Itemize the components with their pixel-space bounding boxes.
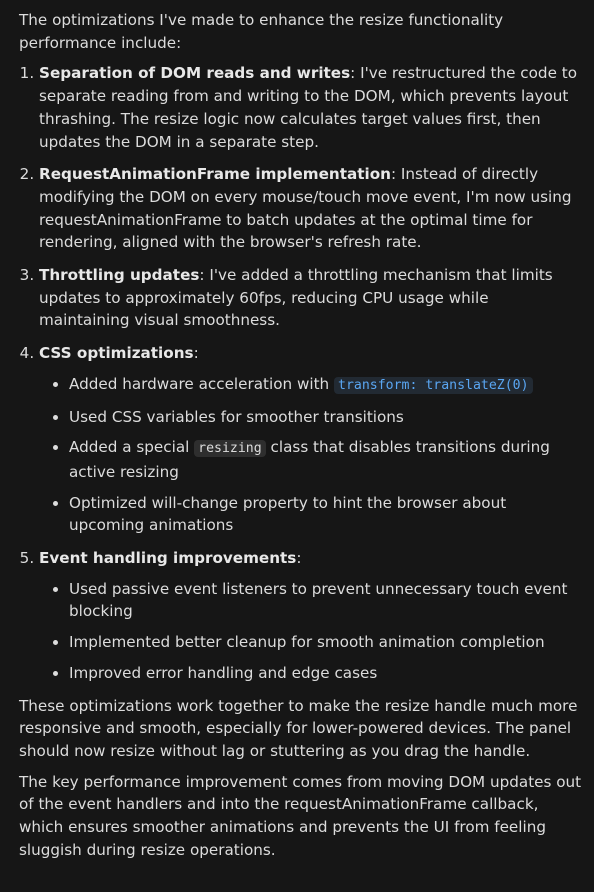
item-title: CSS optimizations [39,344,194,363]
item-text: : [193,344,199,363]
item-title: Throttling updates [39,266,200,285]
summary-paragraph: These optimizations work together to make the resize handle much more responsive and smooth, especially for lower-powered devices. The panel should now resize without lag or stuttering as you drag the handle. [19,696,578,760]
sub-list [39,578,582,685]
sub-list [39,373,582,537]
item-text: : I've added a throttling mechanism that limits updates to approximately 60fps, reducing CPU usage while maintaining visual smoothness. [39,266,553,330]
optimization-list [19,62,582,684]
item-text: : [296,549,302,568]
bullet-text: Added hardware acceleration with [69,374,335,393]
list-item [39,342,582,537]
inline-code: resizing [194,440,266,457]
list-item [39,547,582,685]
sub-list-item [69,492,582,537]
sub-list-item [69,662,582,685]
bullet-text: Added a special [69,438,195,457]
item-title: Separation of DOM reads and writes [39,64,351,83]
conclusion-paragraph: The key performance improvement comes from moving DOM updates out of the event handlers and into the requestAnimationFrame callback, which ensures smoother animations and prevents the UI from feeling sluggish during resize operations. [19,772,582,859]
item-text: : Instead of directly modifying the DOM on every mouse/touch move event, I'm now using requestAnimationFrame to batch updates at the optimal time for rendering, aligned with the browser's refresh rate. [39,165,572,252]
inline-code: transform: translateZ(0) [334,377,533,394]
sub-list-item [69,631,582,654]
bullet-text: Optimized will-change property to hint the browser about upcoming animations [69,493,507,535]
item-title: RequestAnimationFrame implementation [39,165,391,184]
list-item [39,62,582,153]
item-text: : I've restructured the code to separate reading from and writing to the DOM, which prevents layout thrashing. The resize logic now calculates target values first, then updates the DOM in a separate step. [39,64,577,151]
list-item [39,264,582,332]
bullet-text: Used CSS variables for smoother transitions [69,407,404,426]
item-title: Event handling improvements [39,549,297,568]
sub-list-item [69,373,582,398]
sub-list-item [69,578,582,623]
list-item [39,163,582,254]
bullet-text: class that disables transitions during active resizing [69,438,550,481]
intro-paragraph: The optimizations I've made to enhance the resize functionality performance include: [19,11,504,52]
bullet-text: Implemented better cleanup for smooth animation completion [69,633,545,652]
bullet-text: Used passive event listeners to prevent unnecessary touch event blocking [69,579,568,621]
bullet-text: Improved error handling and edge cases [69,663,378,682]
sub-list-item [69,406,582,429]
sub-list-item [69,436,582,483]
